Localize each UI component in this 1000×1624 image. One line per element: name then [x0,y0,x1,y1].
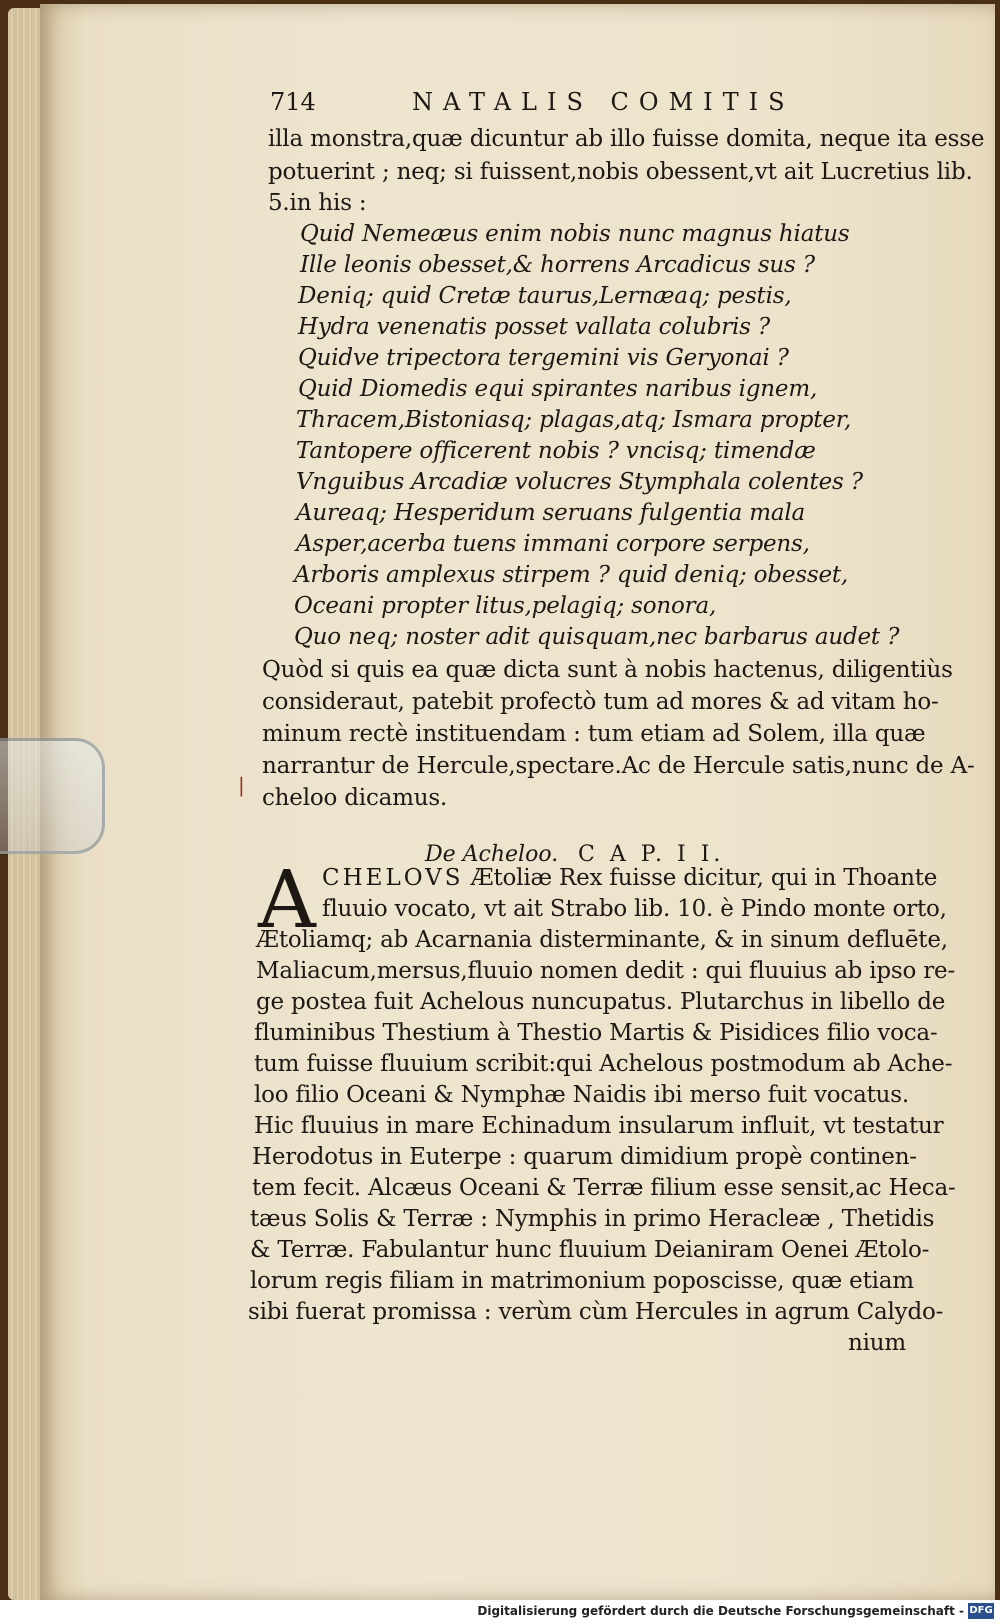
chapter-title: De Acheloo. [425,842,559,867]
prose-line: tæus Solis & Terræ : Nymphis in primo Heracleæ , Thetidis [250,1206,935,1232]
chapter-number: C A P. I I. [578,842,725,867]
prose-line: Ætoliamq; ab Acarnania disterminante, & in sinum defluēte, [256,927,948,953]
prose-line: Hic fluuius in mare Echinadum insularum influit, vt testatur [254,1113,944,1139]
prose-line: Maliacum,mersus,fluuio nomen dedit : qui fluuius ab ipso re- [256,958,956,984]
footer-bar [0,1600,1000,1624]
prose-line: potuerint ; neq; si fuissent,nobis obessent,vt ait Lucretius lib. [268,159,973,185]
prose-line: Herodotus in Euterpe : quarum dimidium propè continen- [252,1144,917,1170]
first-line [322,865,937,891]
verse-line: Hydra venenatis posset vallata colubris ? [298,314,771,340]
margin-mark: | [238,773,245,797]
catchword: nium [848,1330,906,1356]
page-number: 714 [270,88,316,116]
prose-line: lorum regis filiam in matrimonium poposcisse, quæ etiam [250,1268,914,1294]
prose-line: Quòd si quis ea quæ dicta sunt à nobis hactenus, diligentiùs [262,657,953,683]
prose-line: cheloo dicamus. [262,785,448,811]
verse-line: Asper,acerba tuens immani corpore serpens, [296,531,810,557]
prose-line: illa monstra,quæ dicuntur ab illo fuisse domita, neque ita esse [268,126,985,152]
footer-credit: Digitalisierung gefördert durch die Deutsche Forschungsgemeinschaft - [477,1604,964,1618]
verse-line: Deniq; quid Cretæ taurus,Lernæaq; pestis, [298,283,792,309]
verse-line: Quo neq; noster adit quisquam,nec barbarus audet ? [294,624,900,650]
prose-line: minum rectè instituendam : tum etiam ad Solem, illa quæ [262,721,926,747]
verse-line: Ille leonis obesset,& horrens Arcadicus sus ? [300,252,815,278]
prose-line: narrantur de Hercule,spectare.Ac de Hercule satis,nunc de A- [262,753,975,779]
prose-line: consideraut, patebit profectò tum ad mores & ad vitam ho- [262,689,939,715]
verse-line: Quidve tripectora tergemini vis Geryonai ? [298,345,789,371]
dfg-logo: DFG [968,1603,994,1619]
prose-line: fluminibus Thestium à Thestio Martis & Pisidices filio voca- [254,1020,938,1046]
verse-line: Vnguibus Arcadiæ volucres Stymphala colentes ? [296,469,863,495]
prose-line: & Terræ. Fabulantur hunc fluuium Deianiram Oenei Ætolo- [250,1237,930,1263]
verse-line: Tantopere officerent nobis ? vncisq; timendæ [296,438,816,464]
prose-line: fluuio vocato, vt ait Strabo lib. 10. è Pindo monte orto, [322,896,947,922]
verse-line: Oceani propter litus,pelagiq; sonora, [294,593,717,619]
verse-line: Thracem,Bistoniasq; plagas,atq; Ismara propter, [296,407,852,433]
prose-line: loo filio Oceani & Nymphæ Naidis ibi merso fuit vocatus. [254,1082,909,1108]
prose-line: 5.in his : [268,190,367,216]
running-head: NATALIS COMITIS [412,88,795,116]
verse-line: Arboris amplexus stirpem ? quid deniq; obesset, [294,562,849,588]
drop-cap: A [258,853,316,946]
first-line-text: Ætoliæ Rex fuisse dicitur, qui in Thoante [470,865,938,891]
prose-line: tem fecit. Alcæus Oceani & Terræ filium esse sensit,ac Heca- [252,1175,956,1201]
prose-line: tum fuisse fluuium scribit:qui Achelous postmodum ab Ache- [254,1051,953,1077]
prose-line: ge postea fuit Achelous nuncupatus. Plutarchus in libello de [256,989,946,1015]
verse-line: Quid Diomedis equi spirantes naribus ignem, [298,376,818,402]
verse-line: Aureaq; Hesperidum seruans fulgentia mala [296,500,806,526]
prose-line: sibi fuerat promissa : verùm cùm Hercules in agrum Calydo- [248,1299,944,1325]
first-word: CHELOVS [322,865,464,891]
verse-line: Quid Nemeæus enim nobis nunc magnus hiatus [300,221,850,247]
